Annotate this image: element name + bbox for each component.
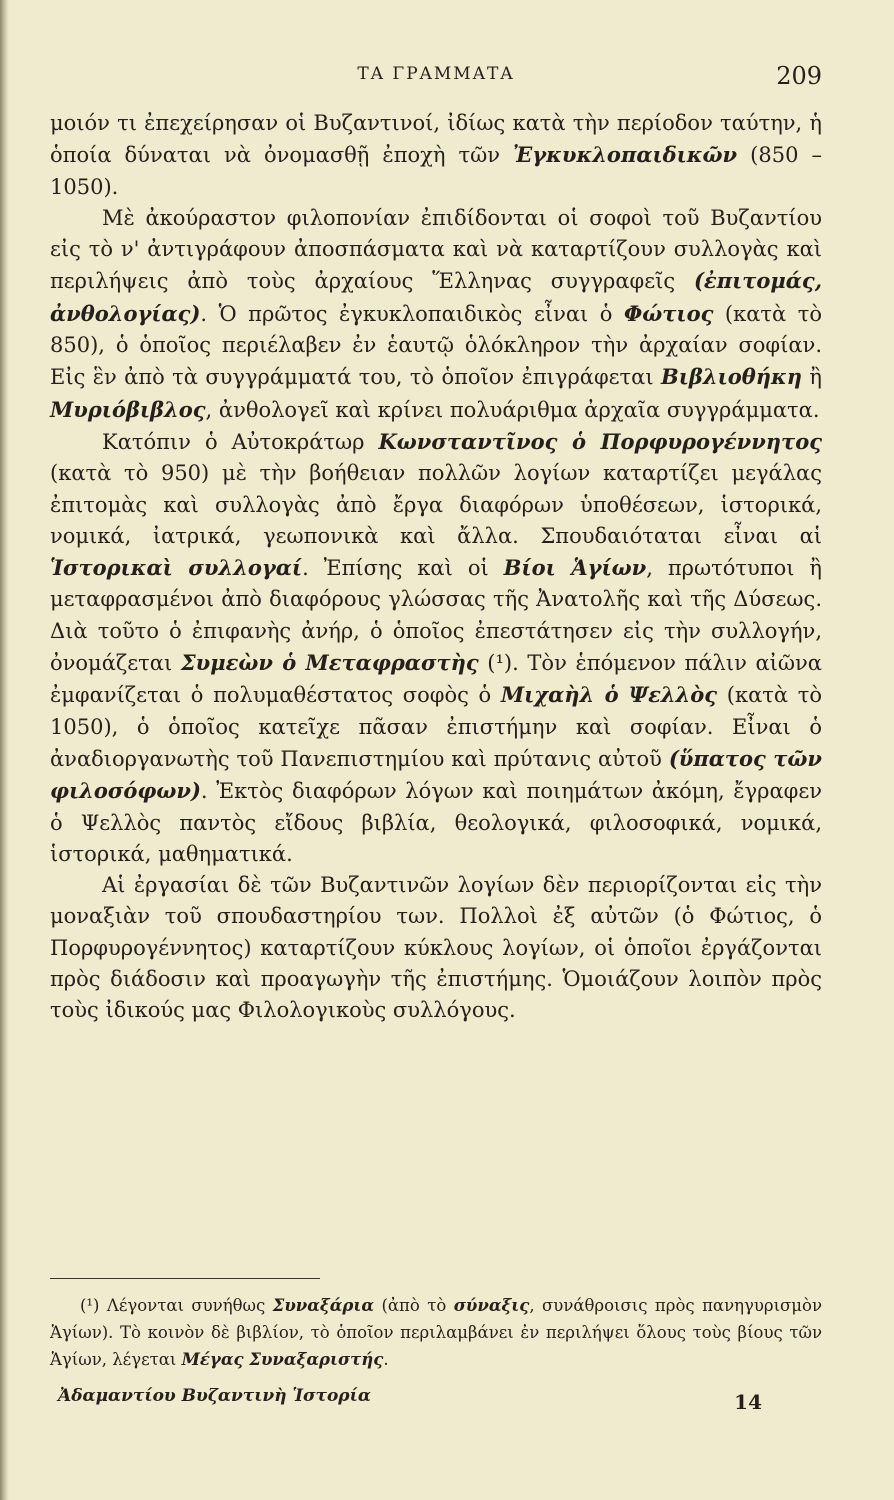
text-run: , ἀνθολογεῖ καὶ κρίνει πολυάριθμα ἀρχαῖα συγγράμματα.	[205, 397, 820, 422]
emphasis-synaxaria: Συναξάρια	[272, 1296, 375, 1315]
signature-title: Ἀδαμαντίου Βυζαντινὴ Ἱστορία	[58, 1386, 371, 1406]
text-run: (κατὰ τὸ 850), ὁ ὁποῖος περιέλαβεν ἐν ἑαυτῷ ὁλόκληρον τὴν ἀρχαίαν σοφίαν. Εἰς ἓν ἀπὸ τὰ συγγράμματά του, τὸ ὁποῖον ἐπιγράφεται	[50, 301, 822, 390]
text-run: ἢ	[802, 365, 823, 390]
text-run: (κατὰ τὸ 950) μὲ τὴν βοήθειαν πολλῶν λογίων καταρτίζει μεγάλας ἐπιτομὰς καὶ συλλογὰς ἀπὸ ἔργα διαφόρων ὑποθέσεων, ἱστορικά, νομικά, ἰατρικά, γεωπονικὰ καὶ ἄλλα. Σπουδαιόταται εἶναι αἱ	[50, 461, 822, 548]
emphasis-epitomes: (ἐπιτομάς, ἀνθολογίας)	[50, 268, 822, 326]
text-run: Μὲ ἀκούραστον φιλοπονίαν ἐπιδίδονται οἱ σοφοὶ τοῦ Βυζαντίου εἰς τὸ ν' ἀντιγράφουν ἀποσπάσματα καὶ νὰ καταρτίζουν συλλογὰς καὶ περιλήψεις ἀπὸ τοὺς ἀρχαίους Ἕλληνας συγγραφεῖς	[50, 205, 822, 294]
emphasis-psellos: Μιχαὴλ ὁ Ψελλὸς	[500, 682, 718, 708]
body-text	[50, 108, 822, 1027]
emphasis-consul-philosophers: (ὕπατος τῶν φιλοσόφων)	[50, 745, 822, 804]
page-header	[50, 62, 822, 96]
running-title: ΤΑ ΓΡΑΜΜΑΤΑ	[357, 64, 515, 84]
text-run: , συνάθροισις πρὸς πανηγυρισμὸν Ἁγίων). Τὸ κοινὸν δὲ βιβλίον, τὸ ὁποῖον περιλαμβάνει ἐν περιλήψει ὅλους τοὺς βίους τῶν Ἁγίων, λέγεται	[50, 1296, 822, 1369]
emphasis-bibliotheca: Βιβλιοθήκη	[660, 364, 803, 390]
paragraph-2	[50, 203, 822, 426]
emphasis-historical-collections: Ἱστορικαὶ συλλογαί	[50, 555, 303, 581]
footnote	[50, 1292, 822, 1373]
text-run: (¹). Τὸν ἑπόμενον πάλιν αἰῶνα ἐμφανίζεται ὁ πολυμαθέστατος σοφὸς ὁ	[50, 651, 822, 708]
page-number: 209	[776, 62, 822, 90]
emphasis-lives-of-saints: Βίοι Ἁγίων	[503, 555, 647, 581]
signature-number: 14	[734, 1390, 762, 1414]
text-run: , πρωτότυποι ἢ μεταφρασμένοι ἀπὸ διαφόρους γλώσσας τῆς Ἀνατολῆς καὶ τῆς Δύσεως. Διὰ τοῦτο ὁ ἐπιφανὴς ἀνήρ, ὁ ὁποῖος ἐπεστάτησεν εἰς τὴν συλλογήν, ὀνομάζεται	[50, 556, 823, 676]
text-run: (ἀπὸ τὸ	[374, 1296, 454, 1315]
page-edge	[0, 0, 9, 1500]
text-run: Κατόπιν ὁ Αὐτοκράτωρ	[102, 429, 379, 454]
emphasis-myriobiblos: Μυριόβιβλος	[50, 396, 206, 422]
text-run: . Ἐκτὸς διαφόρων λόγων καὶ ποιημάτων ἀκόμη, ἔγραφεν ὁ Ψελλὸς παντὸς εἴδους βιβλία, θεολογικά, φιλοσοφικά, νομικά, ἱστορικά, μαθηματικά.	[50, 779, 822, 866]
text-run: (¹) Λέγονται συνήθως	[80, 1296, 273, 1315]
text-run: .	[383, 1350, 389, 1369]
paragraph-4	[50, 870, 822, 1026]
printer-signature	[58, 1386, 822, 1416]
emphasis-constantine: Κωνσταντῖνος ὁ Πορφυρογέννητος	[378, 428, 822, 454]
emphasis-great-synaxaristes: Μέγας Συναξαριστής	[181, 1350, 384, 1369]
text-run: . Ὁ πρῶτος ἐγκυκλοπαιδικὸς εἶναι ὁ	[200, 301, 624, 326]
emphasis-encyclopedists: Ἐγκυκλοπαιδικῶν	[513, 142, 738, 168]
text-run: . Ἐπίσης καὶ οἱ	[302, 556, 504, 581]
emphasis-symeon: Συμεὼν ὁ Μεταφραστὴς	[180, 650, 479, 676]
text-run: (κατὰ τὸ 1050), ὁ ὁποῖος κατεῖχε πᾶσαν ἐπιστήμην καὶ σοφίαν. Εἶναι ὁ ἀναδιοργανωτὴς τοῦ Πανεπιστημίου καὶ πρύτανις αὐτοῦ	[50, 683, 823, 771]
emphasis-photios: Φώτιος	[623, 300, 714, 326]
paragraph-1	[50, 108, 822, 203]
paragraph-3	[50, 426, 822, 870]
text-run: μοιόν τι ἐπεχείρησαν οἱ Βυζαντινοί, ἰδίως κατὰ τὴν περίοδον ταύτην, ἡ ὁποία δύναται νὰ ὀνομασθῇ ἐποχὴ τῶν	[50, 111, 822, 168]
footnote-divider	[50, 1278, 320, 1279]
emphasis-synaxis: σύναξις	[453, 1296, 530, 1315]
text-run: Αἱ ἐργασίαι δὲ τῶν Βυζαντινῶν λογίων δὲν περιορίζονται εἰς τὴν μοναξιὰν τοῦ σπουδαστηρίου των. Πολλοὶ ἐξ αὐτῶν (ὁ Φώτιος, ὁ Πορφυρογέννητος) καταρτίζουν κύκλους λογίων, οἱ ὁποῖοι ἐργάζονται πρὸς διάδοσιν καὶ προαγωγὴν τῆς ἐπιστήμης. Ὁμοιάζουν λοιπὸν πρὸς τοὺς ἰδικούς μας Φιλολογικοὺς συλλόγους.	[50, 873, 822, 1023]
text-run: (850 – 1050).	[50, 143, 822, 199]
